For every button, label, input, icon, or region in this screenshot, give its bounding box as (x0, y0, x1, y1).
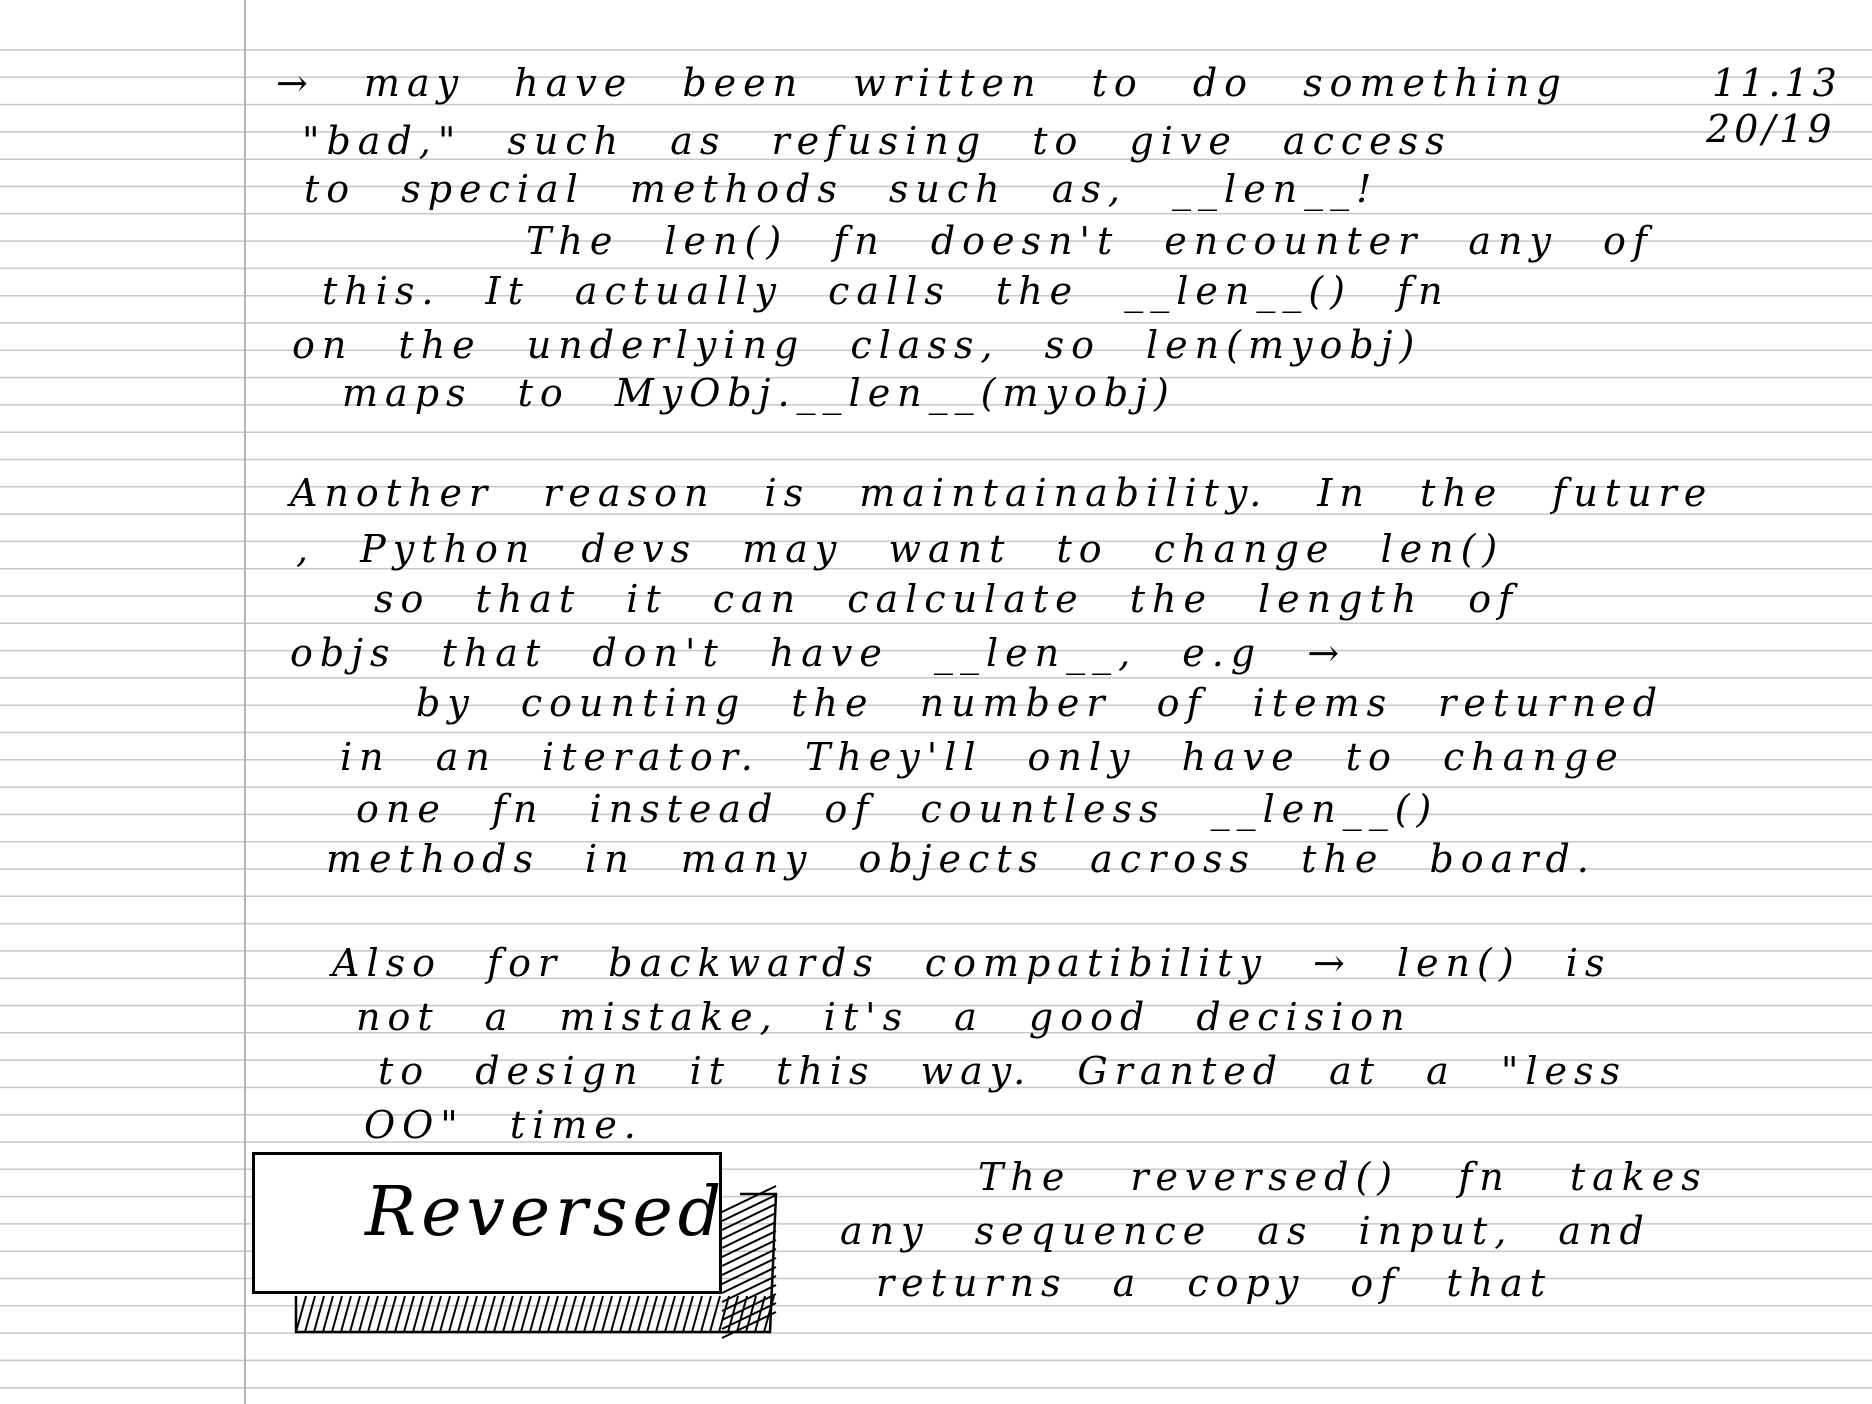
date-line-1: 11.13 (1712, 61, 1841, 105)
text-line: → may have been written to do something (276, 61, 1568, 105)
date-line-2: 20/19 (1706, 107, 1836, 151)
section-heading-box (252, 1152, 727, 1294)
text-line: "bad," such as refusing to give access (302, 119, 1452, 163)
text-line: not a mistake, it's a good decision (356, 995, 1412, 1039)
text-line: returns a copy of that (876, 1261, 1553, 1305)
text-line: Also for backwards compatibility → len() is (332, 941, 1612, 985)
text-line: any sequence as input, and (840, 1209, 1651, 1253)
text-line: one fn instead of countless __len__() (356, 787, 1439, 831)
text-line: on the underlying class, so len(myobj) (292, 323, 1422, 367)
text-line: so that it can calculate the length of (374, 577, 1520, 621)
text-line: Another reason is maintainability. In the future (290, 471, 1714, 515)
text-line: in an iterator. They'll only have to change (340, 735, 1625, 779)
text-line: maps to MyObj.__len__(myobj) (342, 371, 1176, 415)
text-line: objs that don't have __len__, e.g → (290, 631, 1347, 675)
section-heading: Reversed (365, 1173, 727, 1252)
text-line: by counting the number of items returned (416, 681, 1665, 725)
text-line: OO" time. (364, 1103, 643, 1147)
text-line: methods in many objects across the board. (326, 837, 1596, 881)
text-line: to special methods such as, __len__! (304, 167, 1379, 211)
text-line: The reversed() fn takes (978, 1155, 1708, 1199)
text-line: , Python devs may want to change len() (296, 527, 1505, 571)
text-line: The len() fn doesn't encounter any of (526, 219, 1655, 263)
text-line: to design it this way. Granted at a "less (378, 1049, 1627, 1093)
text-line: this. It actually calls the __len__() fn (322, 269, 1450, 313)
